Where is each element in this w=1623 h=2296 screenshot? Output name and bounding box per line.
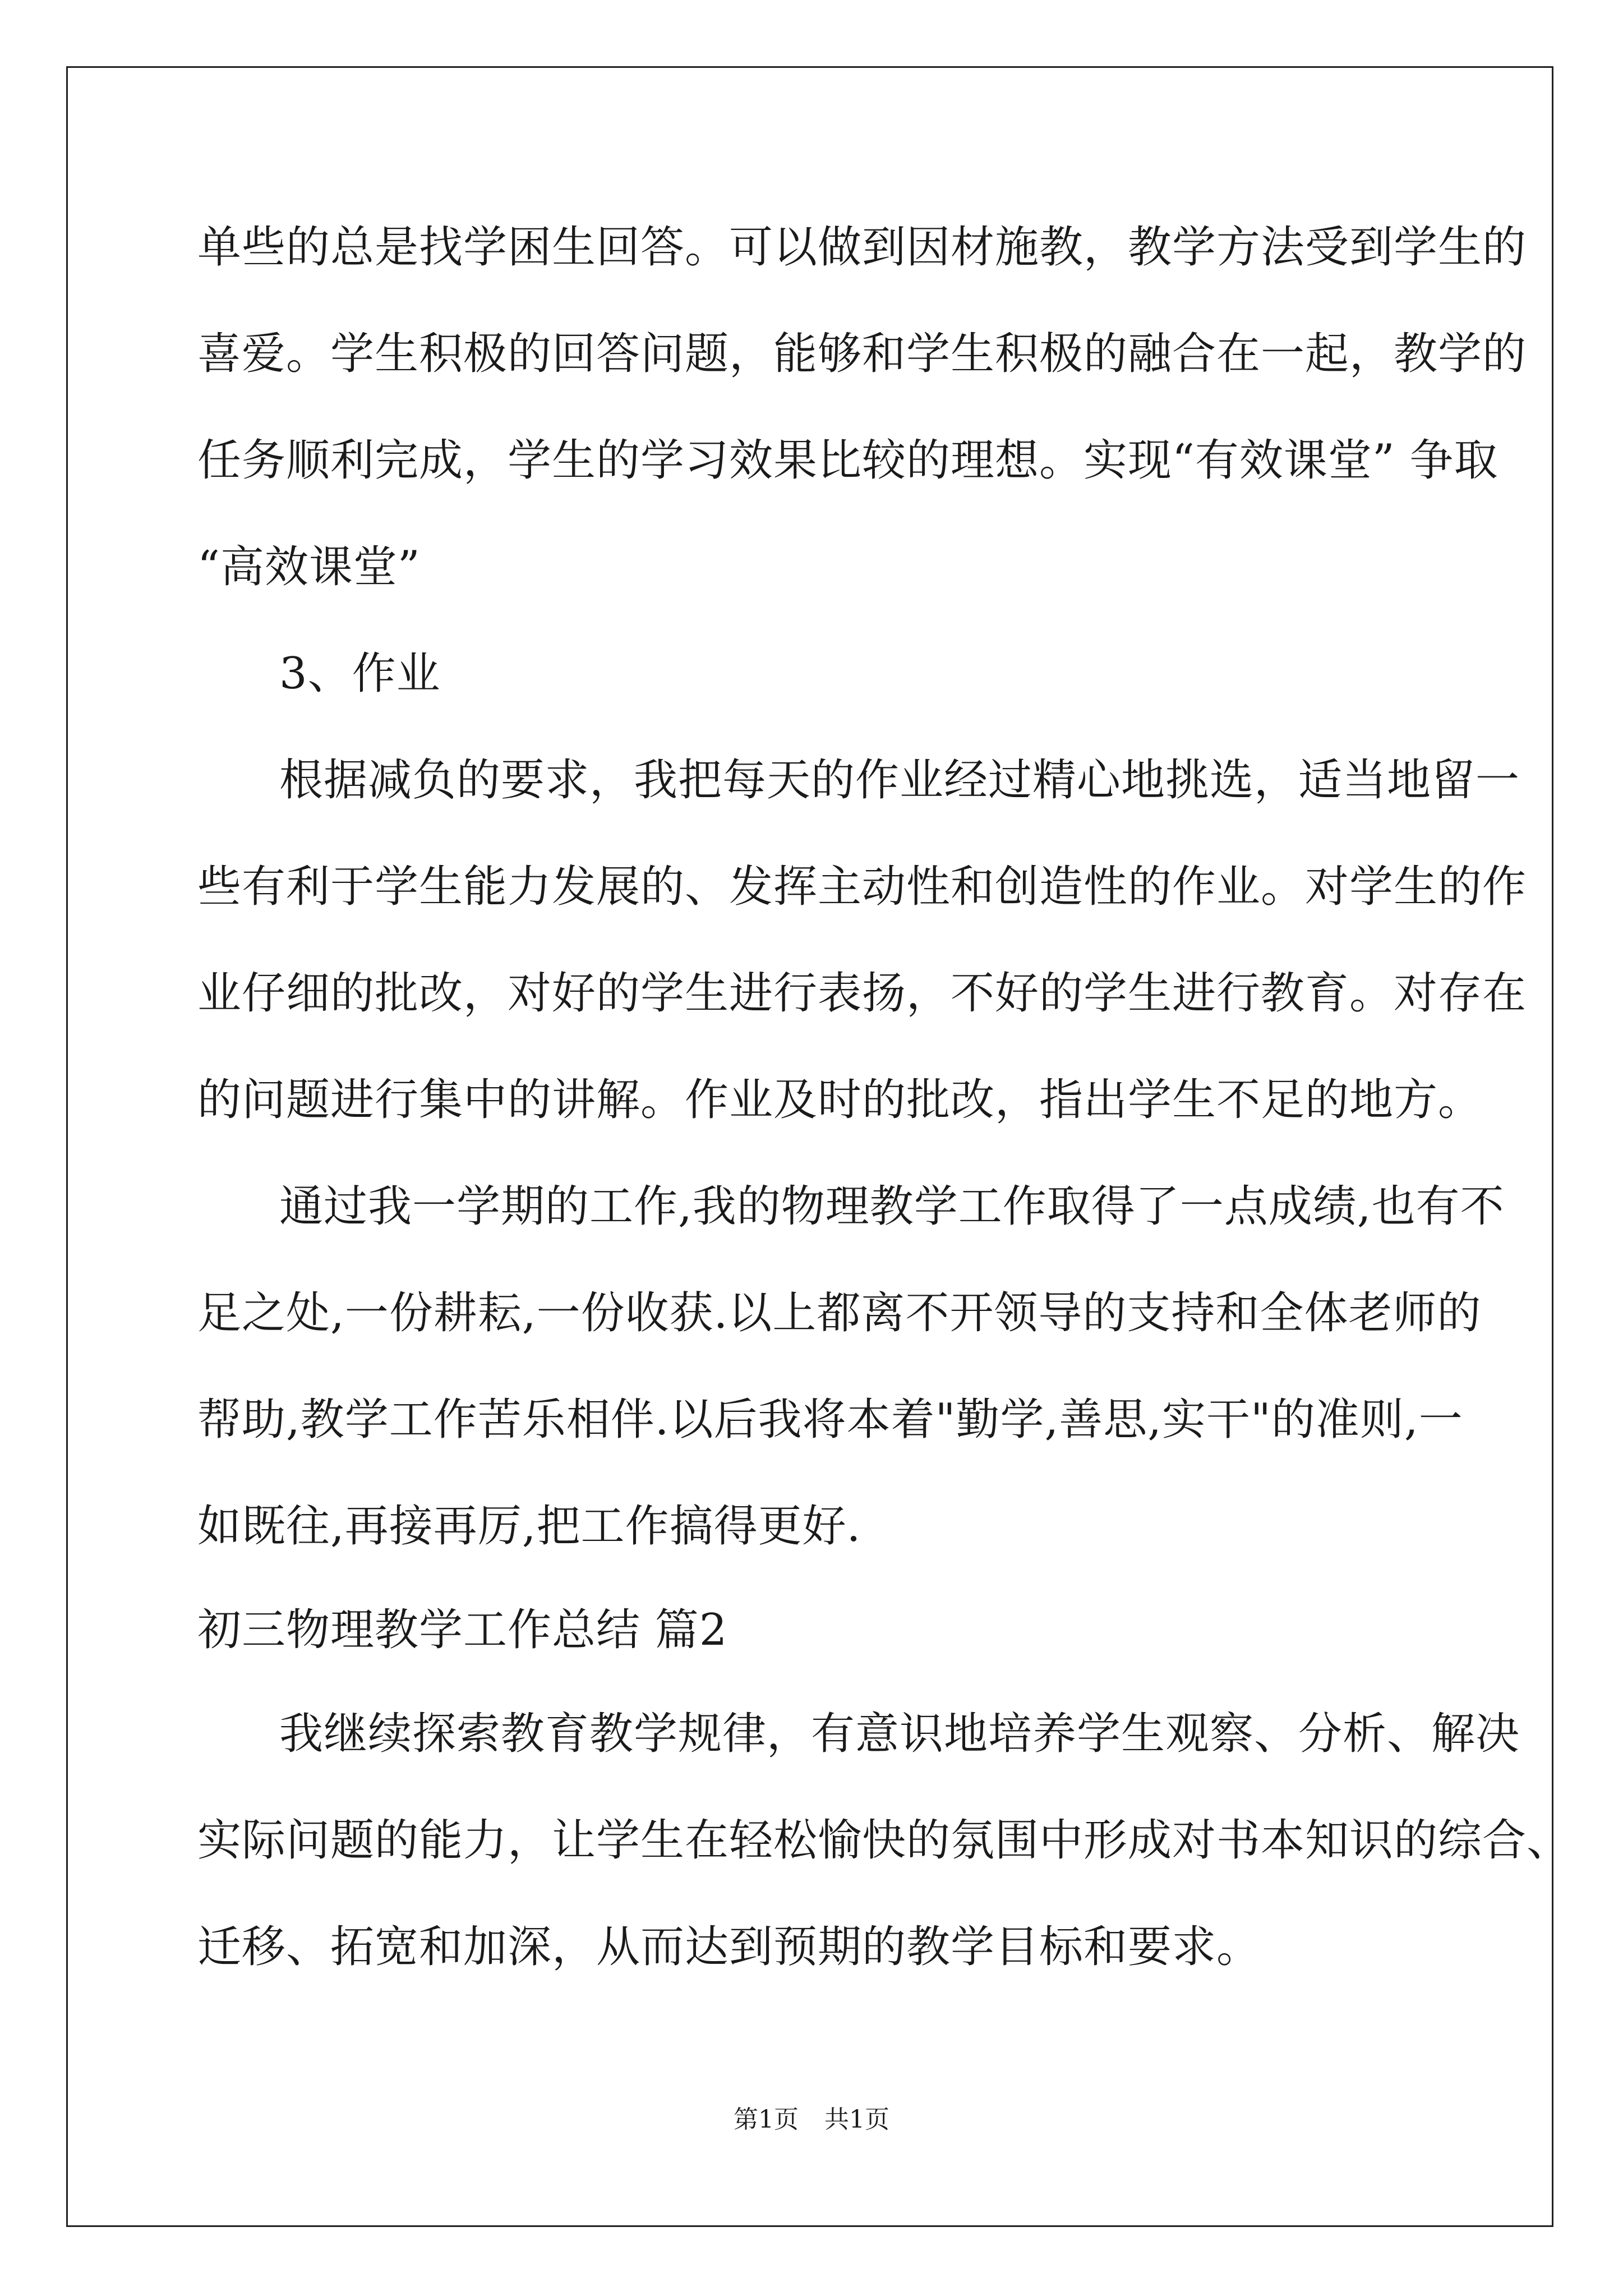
page-number: 第1页 bbox=[734, 2105, 799, 2134]
paragraph-3-line-4: 如既往,再接再厉,把工作搞得更好. bbox=[197, 1501, 861, 1552]
paragraph-2-line-1: 根据减负的要求，我把每天的作业经过精心地挑选，适当地留一 bbox=[279, 755, 1520, 806]
paragraph-2-line-3: 业仔细的批改，对好的学生进行表扬，不好的学生进行教育。对存在 bbox=[197, 968, 1527, 1019]
paragraph-1-line-2: 喜爱。学生积极的回答问题，能够和学生积极的融合在一起，教学的 bbox=[197, 329, 1527, 379]
paragraph-2-line-2: 些有利于学生能力发展的、发挥主动性和创造性的作业。对学生的作 bbox=[197, 862, 1527, 912]
paragraph-1-line-3: 任务顺利完成，学生的学习效果比较的理想。实现“有效课堂” 争取 bbox=[197, 435, 1498, 486]
paragraph-3-line-2: 足之处,一份耕耘,一份收获.以上都离不开领导的支持和全体老师的 bbox=[197, 1288, 1482, 1338]
paragraph-3-line-3: 帮助,教学工作苦乐相伴.以后我将本着"勤学,善思,实干"的准则,一 bbox=[197, 1395, 1463, 1445]
paragraph-1-line-4: “高效课堂” bbox=[197, 542, 421, 592]
page-footer bbox=[0, 2104, 1623, 2136]
paragraph-1-line-1: 单些的总是找学困生回答。可以做到因材施教，教学方法受到学生的 bbox=[197, 222, 1527, 273]
heading-homework: 3、作业 bbox=[279, 648, 441, 699]
paragraph-4-line-3: 迁移、拓宽和加深，从而达到预期的教学目标和要求。 bbox=[197, 1922, 1261, 1972]
page-total: 共1页 bbox=[824, 2105, 889, 2134]
paragraph-4-line-2: 实际问题的能力，让学生在轻松愉快的氛围中形成对书本知识的综合、 bbox=[197, 1815, 1571, 1866]
paragraph-2-line-4: 的问题进行集中的讲解。作业及时的批改，指出学生不足的地方。 bbox=[197, 1075, 1483, 1125]
section-title: 初三物理教学工作总结 篇2 bbox=[197, 1605, 728, 1655]
paragraph-4-line-1: 我继续探索教育教学规律，有意识地培养学生观察、分析、解决 bbox=[279, 1709, 1520, 1759]
page-border bbox=[66, 66, 1571, 2227]
paragraph-3-line-1: 通过我一学期的工作,我的物理教学工作取得了一点成绩,也有不 bbox=[279, 1181, 1505, 1232]
